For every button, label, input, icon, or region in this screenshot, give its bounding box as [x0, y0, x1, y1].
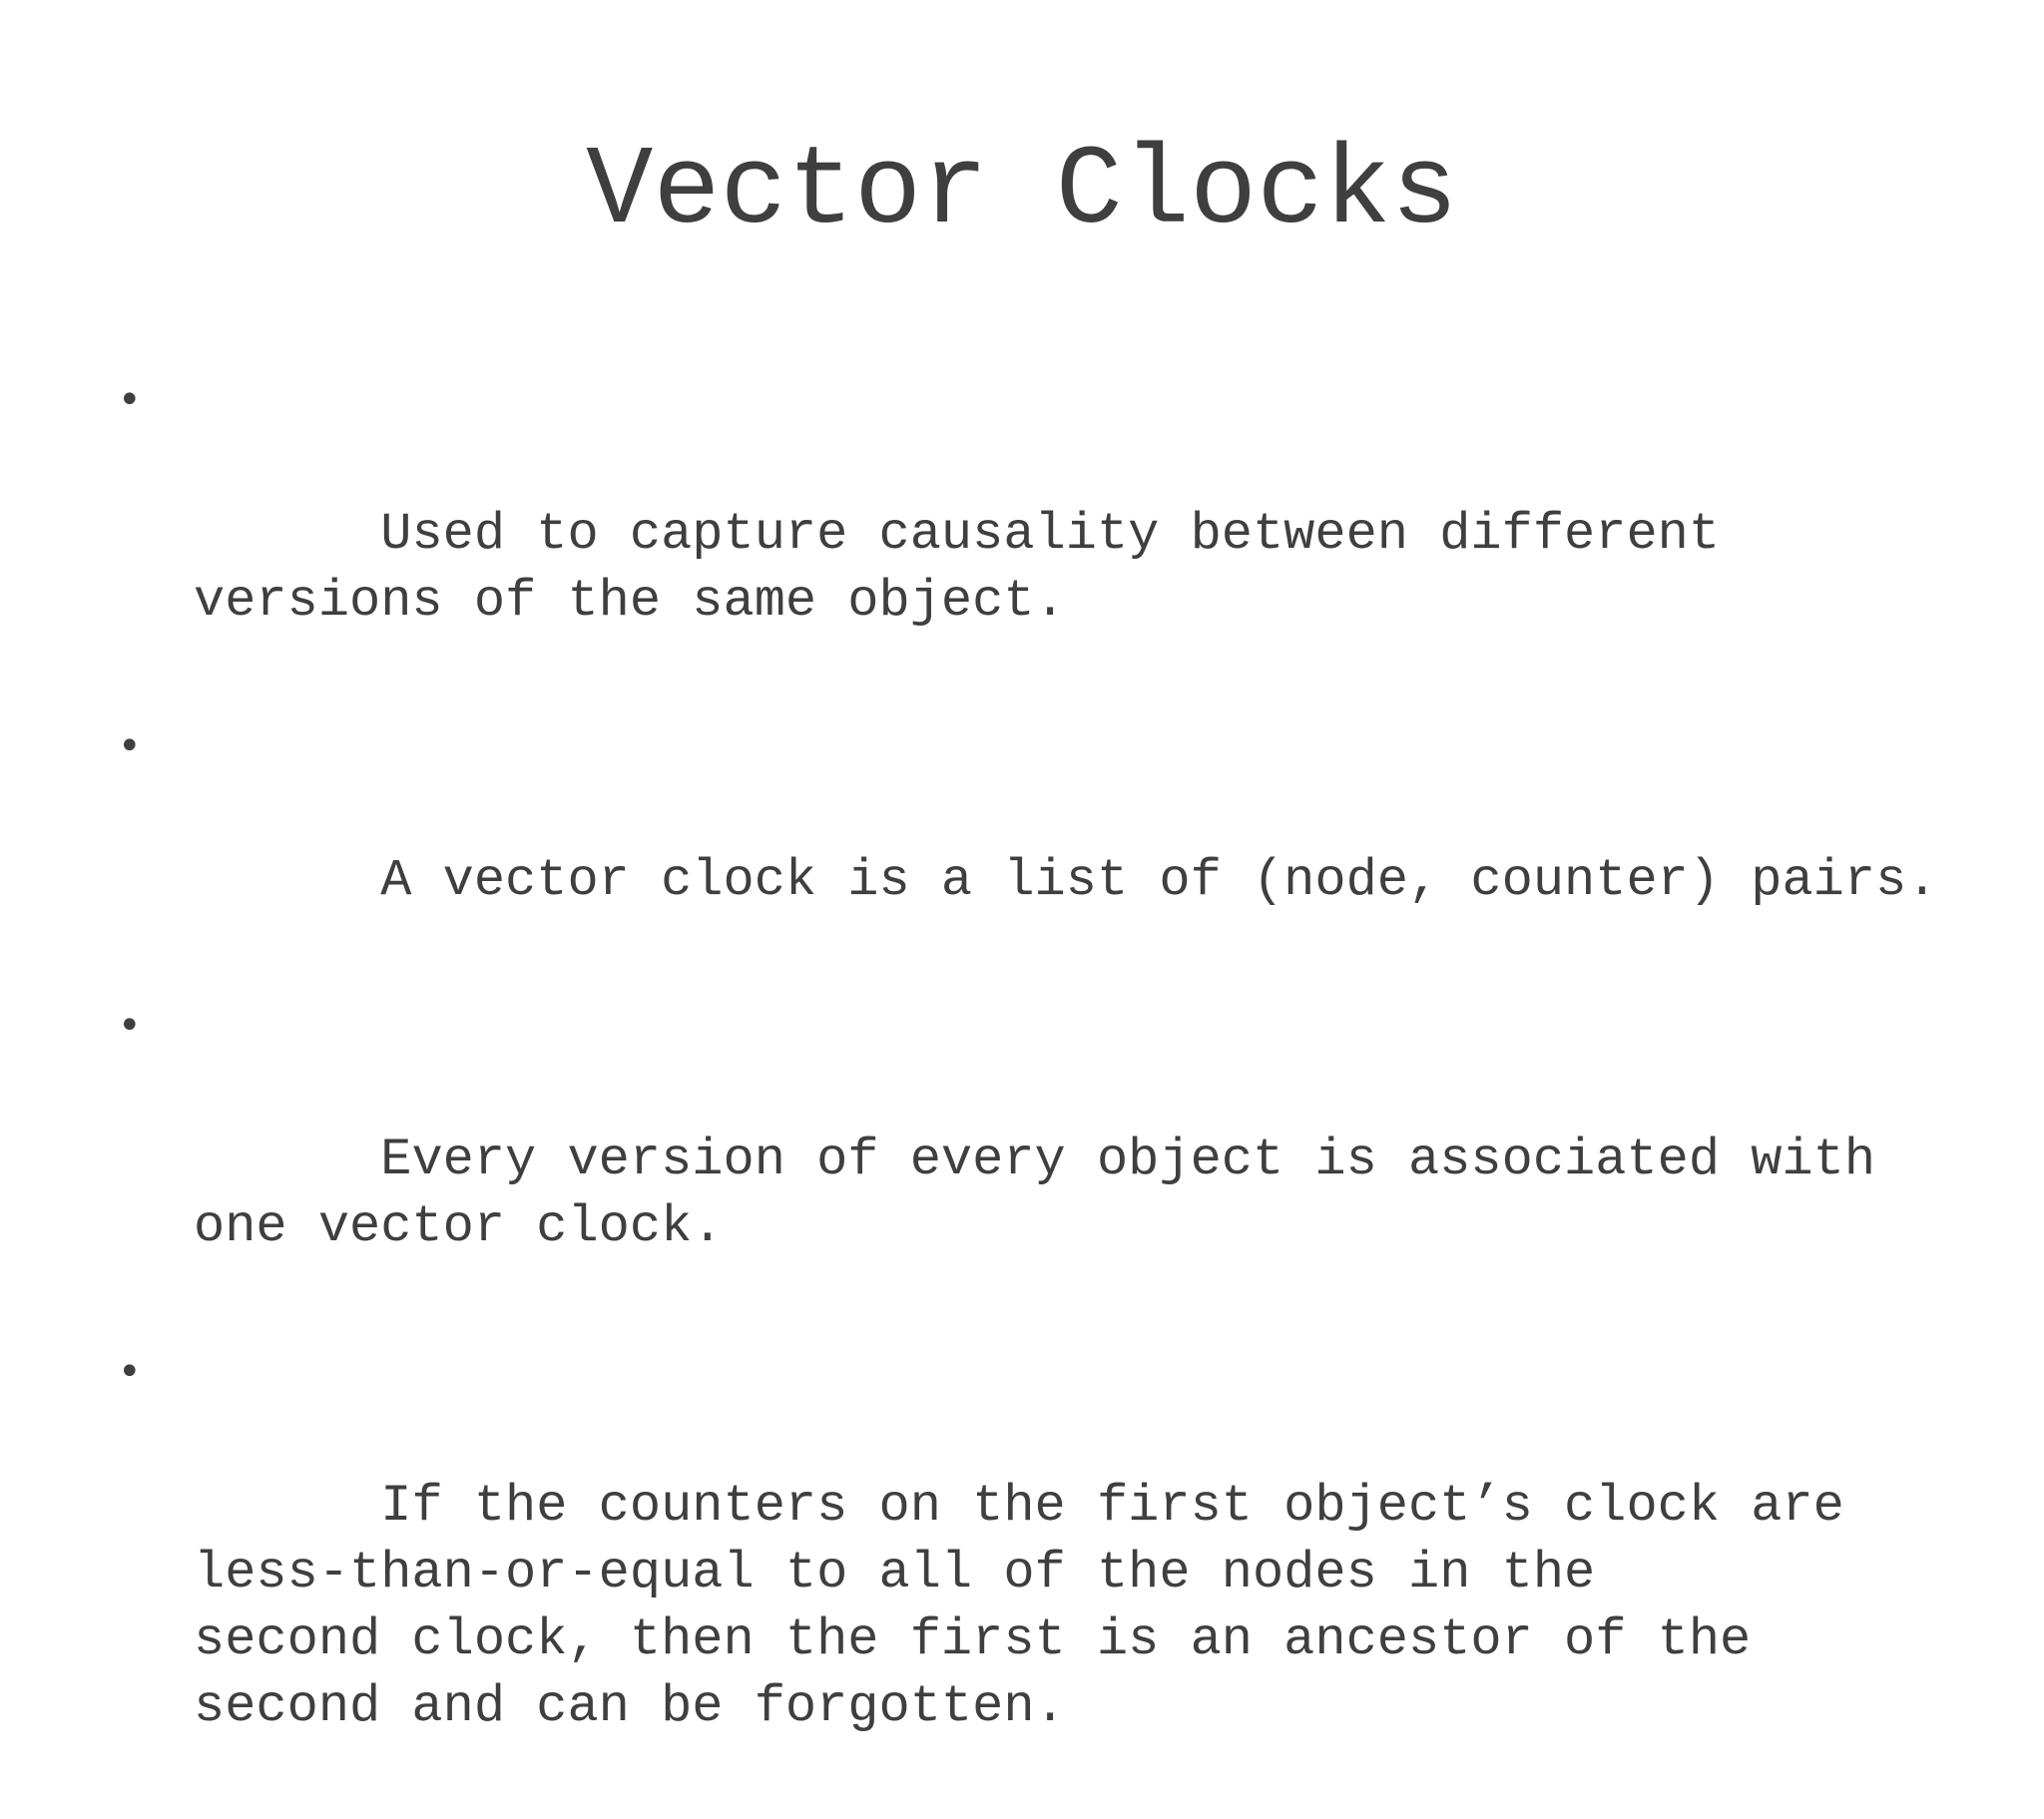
bullet-text: Used to capture causality between different versions of the same object. [194, 505, 1721, 631]
bullet-text: Every version of every object is associated with one vector clock. [194, 1131, 1876, 1256]
bullet-item [118, 367, 1974, 701]
bullet-item [118, 713, 1974, 981]
bullet-item [118, 1339, 1974, 1807]
bullet-dot-icon: • [118, 1003, 142, 1049]
bullet-dot-icon: • [118, 1349, 142, 1395]
bullet-dot-icon: • [118, 377, 142, 423]
bullet-list [118, 367, 1974, 1819]
slide-title: Vector Clocks [586, 129, 1458, 255]
bullet-dot-icon: • [118, 723, 142, 769]
bullet-text: If the counters on the first object’s clock are less-than-or-equal to all of the nodes in the second clock, then the first is an ancestor of the second and can be forgotten. [194, 1477, 1844, 1736]
bullet-text: A vector clock is a list of (node, counter) pairs. [380, 851, 1938, 910]
bullet-item [118, 993, 1974, 1327]
